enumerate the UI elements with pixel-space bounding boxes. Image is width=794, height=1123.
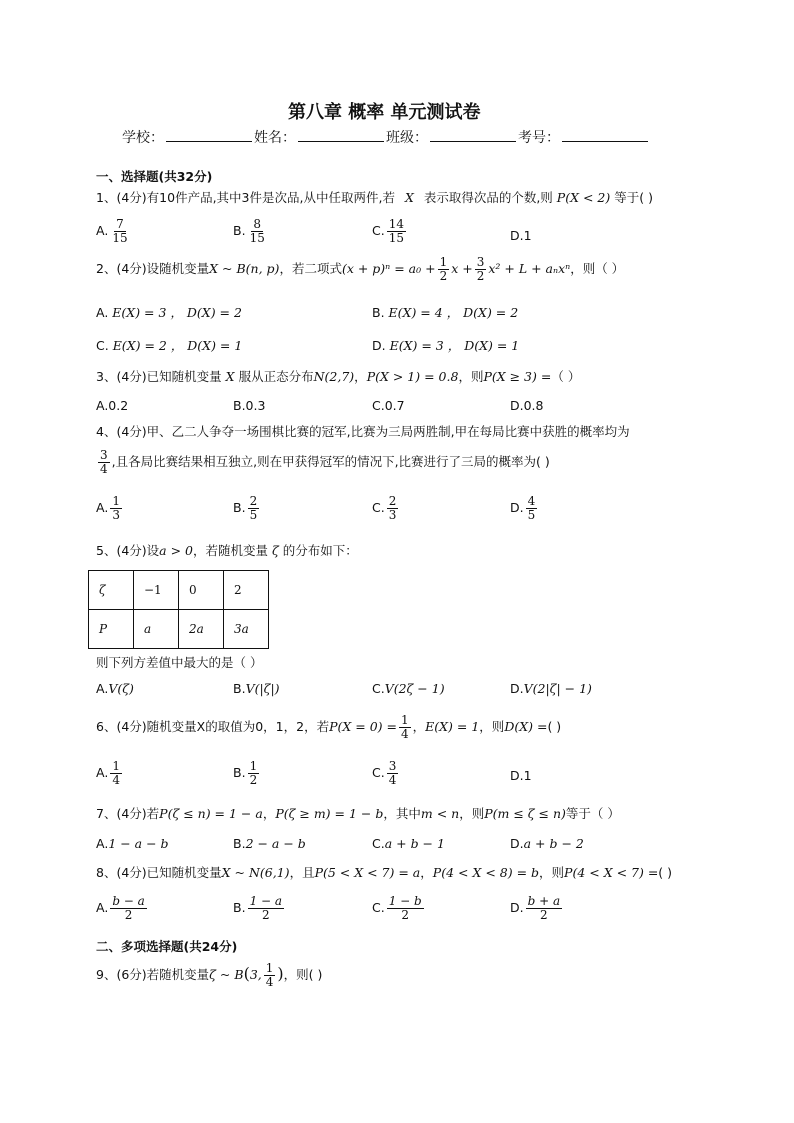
- q7-a-value: 1 − a − b: [108, 836, 169, 851]
- q7-text-a: 7、(4分)若: [96, 806, 160, 821]
- q9-paren-open: (: [243, 964, 250, 983]
- q5-option-a[interactable]: [96, 681, 134, 696]
- q5-var: ζ: [272, 543, 279, 558]
- q2-f2-den: 2: [476, 269, 485, 283]
- q2-option-d[interactable]: [372, 336, 519, 354]
- q2-f1-den: 2: [439, 269, 448, 283]
- q6-c-frac: [387, 760, 399, 787]
- q9-text-b: ，则( ): [283, 967, 323, 982]
- q6-c-num: 3: [388, 759, 397, 773]
- q5-option-b[interactable]: [233, 681, 280, 696]
- q8-expr-d: P(4 < X < 7) =: [564, 865, 659, 880]
- page-title: 第八章 概率 单元测试卷: [288, 102, 481, 123]
- q1-option-c[interactable]: [372, 218, 408, 245]
- q6-option-a[interactable]: [96, 760, 124, 787]
- q9-frac: [264, 962, 276, 989]
- q9-expr-a: ζ ~ B: [209, 967, 244, 982]
- q5-c-label: C.: [372, 681, 385, 696]
- q8-expr-b: P(5 < X < 7) = a: [314, 865, 421, 880]
- q2-expr-bin-c: x² + L + aₙxⁿ: [488, 261, 571, 276]
- q4-c-num: 2: [388, 494, 397, 508]
- q8-c-label: C.: [372, 900, 385, 915]
- q4-option-b[interactable]: [233, 495, 261, 522]
- school-label: 学校：: [122, 130, 164, 146]
- q4-f-num: 3: [100, 448, 108, 462]
- q5-a-label: A.: [96, 681, 109, 696]
- q1-option-d[interactable]: D.1: [510, 228, 532, 243]
- q1-c-num: 14: [388, 217, 404, 231]
- q2-d-label: D.: [372, 338, 386, 353]
- q1-option-b[interactable]: [233, 218, 269, 245]
- q4-b-label: B.: [233, 500, 246, 515]
- q1-a-num: 7: [116, 217, 124, 231]
- q6-option-b[interactable]: [233, 760, 261, 787]
- q1-c-frac: [387, 218, 406, 245]
- q6-f-den: 4: [400, 727, 409, 741]
- table-cell: 3a: [224, 610, 269, 649]
- q7-text-c: ，则: [459, 806, 485, 821]
- q4-f-den: 4: [100, 462, 108, 476]
- q2-a-label: A.: [96, 305, 109, 320]
- q8-option-b[interactable]: [233, 895, 286, 922]
- q7-c-value: a + b − 1: [384, 836, 445, 851]
- q8-text-b: ，且: [289, 865, 315, 880]
- q3-text-a: 3、(4分)已知随机变量: [96, 369, 222, 384]
- question-6-stem: [96, 714, 561, 741]
- question-7-stem: [96, 804, 620, 822]
- q4-b-den: 5: [249, 508, 258, 522]
- q7-option-c[interactable]: [372, 836, 445, 851]
- q5-follow: 则下列方差值中最大的是（ ）: [96, 655, 263, 670]
- q2-frac-2: [475, 256, 487, 283]
- q8-c-frac: [387, 895, 424, 922]
- q6-expr-b: E(X) = 1: [425, 719, 480, 734]
- q3-option-b[interactable]: B.0.3: [233, 398, 266, 413]
- q3-expr-q: P(X ≥ 3) =: [483, 369, 552, 384]
- q1-text-b: 表示取得次品的个数,则: [423, 190, 553, 205]
- question-5-stem: [96, 541, 358, 559]
- q2-a-value: E(X) = 3 ， D(X) = 2: [112, 305, 242, 320]
- q8-b-label: B.: [233, 900, 246, 915]
- q6-text-a: 6、(4分)随机变量X的取值为0，1，2，若: [96, 719, 330, 734]
- q7-expr-d: P(m ≤ ζ ≤ n): [484, 806, 566, 821]
- q7-b-value: 2 − a − b: [245, 836, 306, 851]
- q8-text-c: ，则: [539, 865, 565, 880]
- class-blank[interactable]: [430, 128, 516, 142]
- q1-var: X: [404, 190, 414, 205]
- q8-sep: ，: [420, 865, 433, 880]
- q2-expr-bin-a: (x + p)ⁿ = a₀ +: [341, 261, 436, 276]
- q6-b-num: 1: [249, 759, 258, 773]
- q8-a-label: A.: [96, 900, 109, 915]
- q8-option-a[interactable]: [96, 895, 149, 922]
- q2-option-a[interactable]: [96, 303, 242, 321]
- q7-d-value: a + b − 2: [523, 836, 584, 851]
- q3-sep: ，: [354, 369, 367, 384]
- number-label: 考号：: [518, 130, 560, 146]
- q6-text-d: ( ): [547, 719, 562, 734]
- table-cell: −1: [134, 571, 179, 610]
- question-2-stem: [96, 256, 624, 283]
- q1-b-num: 8: [253, 217, 262, 231]
- q6-expr-c: D(X) =: [504, 719, 548, 734]
- q7-c-label: C.: [372, 836, 385, 851]
- q8-expr-a: X ~ N(6,1): [221, 865, 290, 880]
- q2-c-value: E(X) = 2 ， D(X) = 1: [112, 338, 243, 353]
- q5-text-b: ，若随机变量: [193, 543, 269, 558]
- q8-text-a: 8、(4分)已知随机变量: [96, 865, 222, 880]
- table-row: [89, 571, 269, 610]
- q2-option-b[interactable]: [372, 303, 518, 321]
- q8-expr-c: P(4 < X < 8) = b: [432, 865, 540, 880]
- question-8-stem: [96, 863, 672, 881]
- q4-a-frac: [110, 495, 122, 522]
- q1-a-label: A.: [96, 223, 109, 238]
- table-cell: a: [134, 610, 179, 649]
- q9-paren-close: ): [277, 964, 284, 983]
- q6-a-num: 1: [112, 759, 120, 773]
- q6-b-label: B.: [233, 765, 246, 780]
- q3-var: X: [225, 369, 235, 384]
- q3-option-d[interactable]: D.0.8: [510, 398, 544, 413]
- q8-a-num: b − a: [112, 894, 145, 908]
- q6-text-c: ，则: [479, 719, 505, 734]
- q6-a-label: A.: [96, 765, 109, 780]
- name-blank[interactable]: [298, 128, 384, 142]
- q7-option-b[interactable]: [233, 836, 306, 851]
- q1-b-den: 15: [249, 231, 265, 245]
- q8-d-num: b + a: [527, 894, 561, 908]
- q8-d-frac: [526, 895, 563, 922]
- q2-b-value: E(X) = 4 ， D(X) = 2: [388, 305, 519, 320]
- q6-option-c[interactable]: [372, 760, 400, 787]
- q2-option-c[interactable]: [96, 336, 242, 354]
- q5-a-value: V(ζ): [108, 681, 134, 696]
- q4-option-c[interactable]: [372, 495, 400, 522]
- q4-b-num: 2: [249, 494, 258, 508]
- q4-c-frac: [387, 495, 399, 522]
- q2-expr-bin-b: x +: [451, 261, 473, 276]
- table-cell: 2: [224, 571, 269, 610]
- q5-option-d[interactable]: [510, 681, 592, 696]
- q1-a-den: 15: [112, 231, 128, 245]
- q4-d-label: D.: [510, 500, 524, 515]
- question-4-line2: [96, 449, 550, 476]
- q4-c-den: 3: [388, 508, 397, 522]
- q2-d-value: E(X) = 3 ， D(X) = 1: [389, 338, 520, 353]
- q3-expr-p: P(X > 1) = 0.8: [366, 369, 459, 384]
- q6-frac: [399, 714, 411, 741]
- q1-a-frac: [110, 218, 129, 245]
- q6-expr-a: P(X = 0) =: [329, 719, 397, 734]
- q6-a-frac: [110, 760, 122, 787]
- q2-expr-x: X ~ B(n, p): [209, 261, 280, 276]
- q3-text-b: 服从正态分布: [238, 369, 314, 384]
- q7-b-label: B.: [233, 836, 246, 851]
- q1-c-den: 15: [388, 231, 404, 245]
- question-4-line1: 4、(4分)甲、乙二人争夺一场围棋比赛的冠军,比赛为三局两胜制,甲在每局比赛中获胜的概率均为: [96, 424, 630, 439]
- q8-a-den: 2: [124, 908, 133, 922]
- q7-option-d[interactable]: [510, 836, 584, 851]
- q4-a-label: A.: [96, 500, 109, 515]
- q4-d-den: 5: [527, 508, 536, 522]
- section-heading-1: 一、选择题(共32分): [96, 169, 213, 184]
- question-9-stem: [96, 962, 322, 989]
- q2-text-b: ，若二项式: [279, 261, 342, 276]
- question-3-stem: [96, 367, 580, 385]
- q3-text-d: （ ）: [551, 369, 581, 384]
- question-1-stem: [96, 188, 653, 206]
- q4-d-frac: [526, 495, 538, 522]
- q4-c-label: C.: [372, 500, 385, 515]
- q7-text-d: 等于（ ）: [565, 806, 620, 821]
- q2-text-a: 2、(4分)设随机变量: [96, 261, 210, 276]
- table-cell: P: [89, 610, 134, 649]
- class-label: 班级：: [386, 130, 428, 146]
- q4-frac: [98, 449, 110, 476]
- q5-text-c: 的分布如下：: [282, 543, 358, 558]
- q5-c-value: V(2ζ − 1): [384, 681, 445, 696]
- q2-c-label: C.: [96, 338, 109, 353]
- q4-b-frac: [248, 495, 260, 522]
- q8-option-d[interactable]: [510, 895, 564, 922]
- q3-expr-n: N(2,7): [313, 369, 355, 384]
- q7-expr-a: P(ζ ≤ n) = 1 − a: [159, 806, 263, 821]
- q9-text-a: 9、(6分)若随机变量: [96, 967, 210, 982]
- school-blank[interactable]: [166, 128, 252, 142]
- q5-d-value: V(2|ζ| − 1): [523, 681, 592, 696]
- q8-a-frac: [110, 895, 147, 922]
- q1-expr: P(X < 2): [556, 190, 611, 205]
- q6-b-frac: [248, 760, 260, 787]
- q5-d-label: D.: [510, 681, 524, 696]
- q6-c-label: C.: [372, 765, 385, 780]
- q6-a-den: 4: [112, 773, 120, 787]
- q7-sep: ，: [262, 806, 276, 821]
- q4-a-den: 3: [112, 508, 120, 522]
- q5-expr-a: a > 0: [159, 543, 193, 558]
- q3-text-c: ，则: [458, 369, 484, 384]
- q8-c-num: 1 − b: [388, 894, 422, 908]
- q6-option-d[interactable]: D.1: [510, 768, 532, 783]
- distribution-table: [88, 570, 269, 649]
- q8-text-d: ( ): [658, 865, 673, 880]
- q7-text-b: ，其中: [383, 806, 421, 821]
- q8-b-frac: [248, 895, 284, 922]
- q9-f-num: 1: [265, 961, 274, 975]
- q7-expr-b: P(ζ ≥ m) = 1 − b: [275, 806, 384, 821]
- q1-c-label: C.: [372, 223, 385, 238]
- q9-f-den: 4: [265, 975, 274, 989]
- q5-option-c[interactable]: [372, 681, 445, 696]
- name-label: 姓名：: [254, 130, 296, 146]
- q4-option-a[interactable]: [96, 495, 124, 522]
- table-cell: 0: [179, 571, 224, 610]
- q3-option-a[interactable]: A.0.2: [96, 398, 129, 413]
- q7-a-label: A.: [96, 836, 109, 851]
- q2-frac-1: [438, 256, 450, 283]
- q4-option-d[interactable]: [510, 495, 539, 522]
- q2-f1-num: 1: [439, 255, 448, 269]
- q8-option-c[interactable]: [372, 895, 426, 922]
- q2-f2-num: 3: [476, 255, 485, 269]
- q5-text-a: 5、(4分)设: [96, 543, 160, 558]
- q7-d-label: D.: [510, 836, 524, 851]
- section-heading-2: 二、多项选择题(共24分): [96, 939, 238, 954]
- q1-text-c: 等于( ): [614, 190, 653, 205]
- number-blank[interactable]: [562, 128, 648, 142]
- q6-b-den: 2: [249, 773, 258, 787]
- q7-option-a[interactable]: [96, 836, 169, 851]
- q9-expr-b: 3,: [249, 967, 262, 982]
- q3-option-c[interactable]: C.0.7: [372, 398, 405, 413]
- q8-b-num: 1 − a: [249, 894, 283, 908]
- table-row: [89, 610, 269, 649]
- q5-b-label: B.: [233, 681, 246, 696]
- q5-b-value: V(|ζ|): [245, 681, 280, 696]
- q1-b-frac: [248, 218, 267, 245]
- table-cell: 2a: [179, 610, 224, 649]
- q8-b-den: 2: [261, 908, 270, 922]
- q1-text-a: 1、(4分)有10件产品,其中3件是次品,从中任取两件,若: [96, 190, 395, 205]
- q1-b-label: B.: [233, 223, 246, 238]
- q8-d-den: 2: [540, 908, 548, 922]
- q7-expr-c: m < n: [420, 806, 460, 821]
- q4-text-2: ,且各局比赛结果相互独立,则在甲获得冠军的情况下,比赛进行了三局的概率为( ): [111, 454, 550, 469]
- table-cell: ζ: [89, 571, 134, 610]
- q4-a-num: 1: [112, 494, 120, 508]
- q6-c-den: 4: [388, 773, 397, 787]
- q8-c-den: 2: [401, 908, 410, 922]
- q1-option-a[interactable]: [96, 218, 132, 245]
- q8-d-label: D.: [510, 900, 524, 915]
- q2-text-c: ，则（ ）: [570, 261, 625, 276]
- q6-f-num: 1: [400, 713, 409, 727]
- q6-text-b: ，: [412, 719, 426, 734]
- q2-b-label: B.: [372, 305, 385, 320]
- q4-d-num: 4: [527, 494, 536, 508]
- info-line: [122, 127, 650, 147]
